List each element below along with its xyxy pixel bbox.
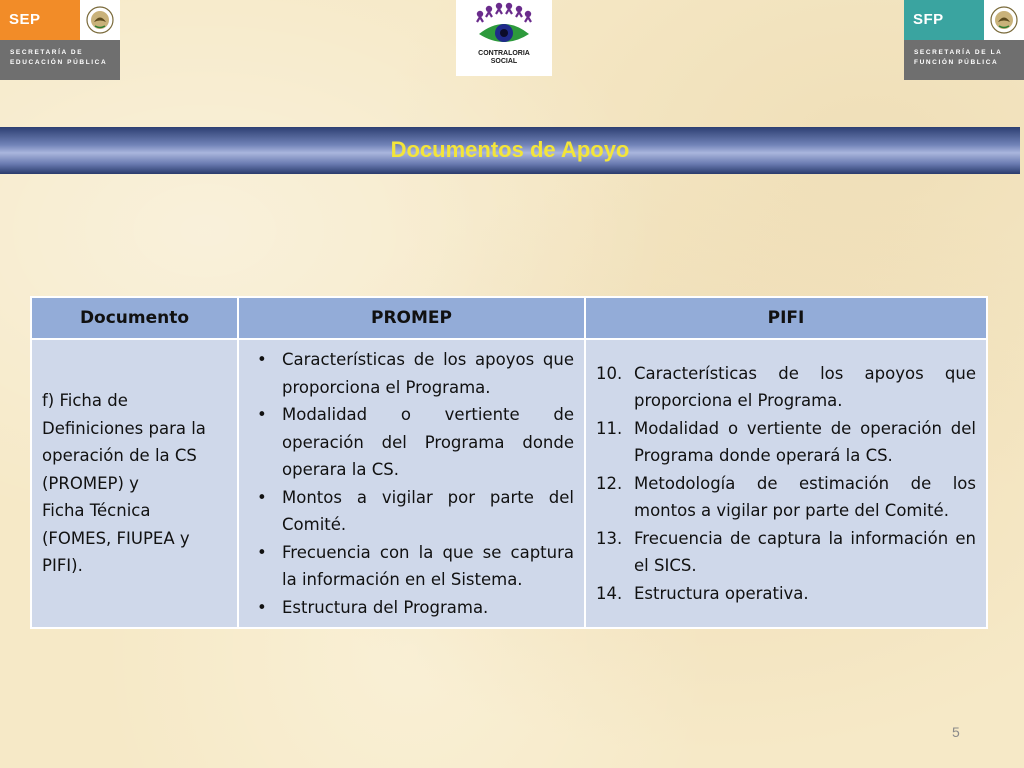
header-documento: Documento <box>31 297 238 339</box>
documents-table <box>30 296 988 629</box>
contraloria-social-logo <box>456 0 552 76</box>
header-pifi: PIFI <box>585 297 987 339</box>
list-item: • Estructura del Programa. <box>249 594 574 622</box>
list-item: 13. Frecuencia de captura la información en el SICS. <box>596 528 976 576</box>
list-item: 12. Metodología de estimación de los montos a vigilar por parte del Comité. <box>596 473 976 521</box>
list-item: 10. Características de los apoyos que proporciona el Programa. <box>596 363 976 411</box>
mexico-seal-icon <box>80 0 120 40</box>
promep-cell <box>238 339 585 628</box>
documento-line: Definiciones para la <box>42 418 206 438</box>
documento-line: (PROMEP) y <box>42 473 139 493</box>
contraloria-eye-icon <box>469 0 539 52</box>
table-header-row <box>31 297 987 339</box>
list-item: • Características de los apoyos que proporciona el Programa. <box>249 346 574 401</box>
list-item: • Frecuencia con la que se captura la información en el Sistema. <box>249 539 574 594</box>
bullet-icon: • <box>257 542 267 562</box>
title-banner <box>0 127 1020 174</box>
sep-logo <box>0 0 120 80</box>
documento-line: f) Ficha de <box>42 391 128 411</box>
list-item: • Modalidad o vertiente de operación del Programa donde operara la CS. <box>249 401 574 484</box>
documento-line: operación de la CS <box>42 446 197 466</box>
pifi-cell <box>585 339 987 628</box>
list-item: 11. Modalidad o vertiente de operación del Programa donde operará la CS. <box>596 418 976 466</box>
bullet-icon: • <box>257 350 267 369</box>
page-title: Documentos de Apoyo <box>390 136 630 162</box>
pifi-list <box>596 360 976 608</box>
sep-acronym: SEP <box>0 0 80 40</box>
page-number: 5 <box>952 724 960 740</box>
cs-line1: CONTRALORIA <box>478 50 530 57</box>
list-item: 14. Estructura operativa. <box>596 583 809 603</box>
cs-line2: SOCIAL <box>490 58 518 65</box>
documento-cell <box>31 339 238 628</box>
promep-list <box>249 346 574 621</box>
list-item: • Montos a vigilar por parte del Comité. <box>249 484 574 539</box>
sfp-line1: SECRETARÍA DE LA <box>914 49 1003 56</box>
documento-line: PIFI). <box>42 556 83 576</box>
sep-line1: SECRETARÍA DE <box>10 49 84 56</box>
bullet-icon: • <box>257 405 267 424</box>
bullet-icon: • <box>257 487 267 507</box>
sfp-line2: FUNCIÓN PÚBLICA <box>914 59 999 66</box>
documento-line: Ficha Técnica <box>42 501 151 521</box>
bullet-icon: • <box>257 597 267 617</box>
mexico-seal-icon <box>984 0 1024 40</box>
sfp-acronym: SFP <box>904 0 984 40</box>
table-row <box>31 339 987 628</box>
sep-line2: EDUCACIÓN PÚBLICA <box>10 59 108 66</box>
sfp-logo <box>904 0 1024 80</box>
documento-line: (FOMES, FIUPEA y <box>42 528 190 548</box>
header-promep: PROMEP <box>238 297 585 339</box>
